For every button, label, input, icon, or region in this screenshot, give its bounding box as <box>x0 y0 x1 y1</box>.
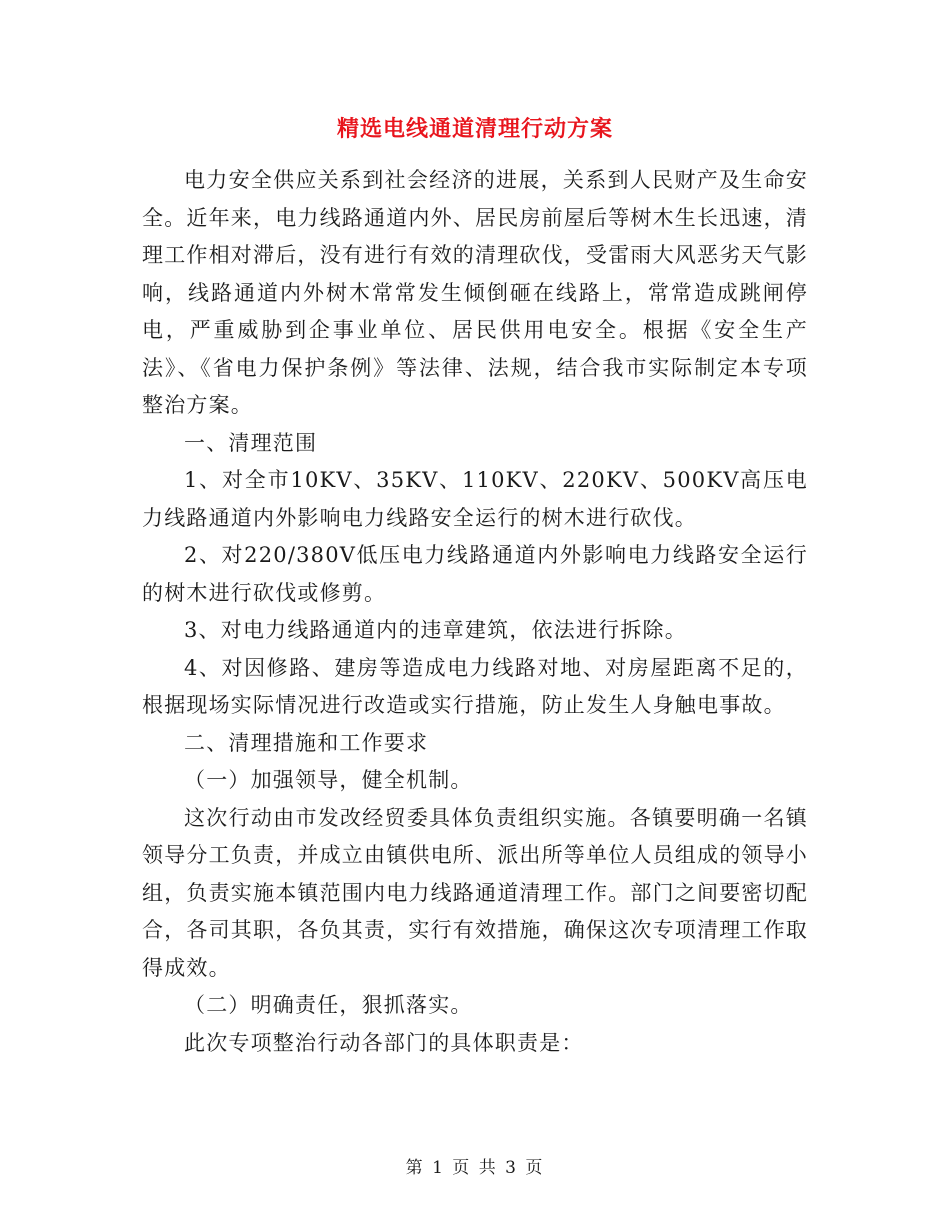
paragraph-duties: 此次专项整治行动各部门的具体职责是： <box>184 1030 584 1055</box>
paragraph-item-3: 3、对电力线路通道内的违章建筑，依法进行拆除。 <box>184 618 687 642</box>
paragraph-intro: 电力安全供应关系到社会经济的进展，关系到人民财产及生命安全。近年来，电力线路通道内外、居民房前屋后等树木生长迅速，清理工作相对滞后，没有进行有效的清理砍伐，受雷雨大风恶劣天气影响，线路通道内外树木常常发生倾倒砸在线路上，常常造成跳闸停电，严重威胁到企事业单位、居民供用电安全。根据《安全生产法》、《省电力保护条例》等法律、法规，结合我市实际制定本专项整治方案。 <box>142 168 808 417</box>
document-body <box>142 162 808 1062</box>
paragraph-item-2: 2、对220/380V低压电力线路通道内外影响电力线路安全运行的树木进行砍伐或修剪。 <box>142 543 808 605</box>
document-title: 精选电线通道清理行动方案 <box>336 116 613 142</box>
subheading-leadership: （一）加强领导，健全机制。 <box>184 768 473 792</box>
paragraph-item-1: 1、对全市10KV、35KV、110KV、220KV、500KV高压电力线路通道内外影响电力线路安全运行的树木进行砍伐。 <box>142 468 808 530</box>
paragraph-leadership: 这次行动由市发改经贸委具体负责组织实施。各镇要明确一名镇领导分工负责，并成立由镇供电所、派出所等单位人员组成的领导小组，负责实施本镇范围内电力线路通道清理工作。部门之间要密切配合，各司其职，各负其责，实行有效措施，确保这次专项清理工作取得成效。 <box>142 805 808 980</box>
section-heading-scope: 一、清理范围 <box>184 430 318 455</box>
section-heading-measures: 二、清理措施和工作要求 <box>184 730 429 755</box>
page-footer: 第 1 页 共 3 页 <box>405 1158 545 1178</box>
subheading-responsibility: （二）明确责任，狠抓落实。 <box>184 993 473 1017</box>
paragraph-item-4: 4、对因修路、建房等造成电力线路对地、对房屋距离不足的，根据现场实际情况进行改造或实行措施，防止发生人身触电事故。 <box>142 655 808 717</box>
